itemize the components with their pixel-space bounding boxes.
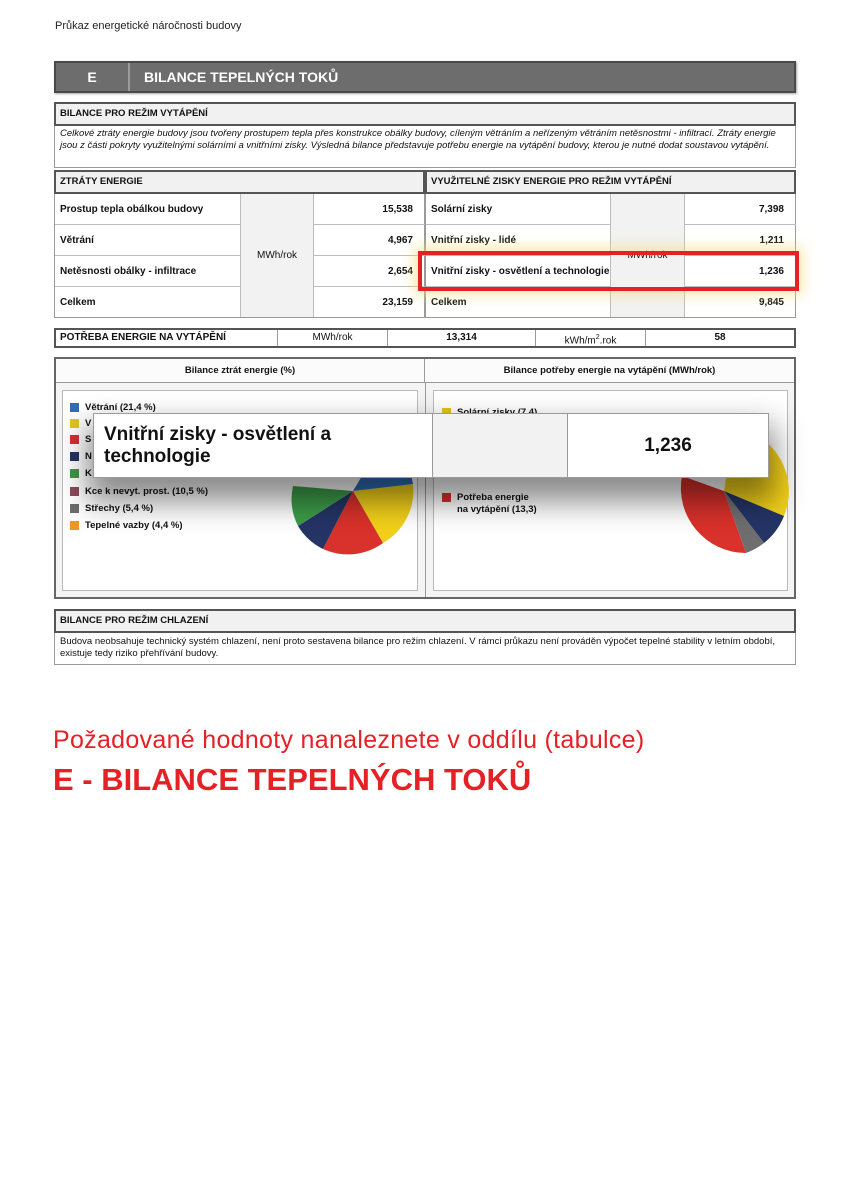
gain-value-people: 1,211 (685, 225, 796, 256)
left-chart-title: Bilance ztrát energie (%) (56, 359, 425, 383)
losses-table (54, 194, 425, 318)
losses-header: ZTRÁTY ENERGIE (54, 170, 425, 194)
legend-swatch (70, 487, 79, 496)
loss-label-ventilation: Větrání (55, 225, 241, 256)
cooling-text: Budova neobsahuje technický systém chlazení, není proto sestavena bilance pro režim chlazení. V rámci průkazu není prováděn výpočet tepelné stability v letním období, existuje tedy riziko přehřívání budovy. (54, 633, 796, 665)
legend-item-6: Střechy (5,4 %) (70, 503, 153, 514)
zoom-value: 1,236 (644, 434, 692, 456)
gains-header: VYUŽITELNÉ ZISKY ENERGIE PRO REŽIM VYTÁPĚNÍ (425, 170, 796, 194)
gain-value-total: 9,845 (758, 296, 784, 308)
gain-value-solar: 7,398 (685, 194, 796, 225)
demand-unit-kwh: kWh/$m^2.rok$ (536, 330, 646, 346)
losses-unit: MWh/rok (241, 194, 314, 317)
section-letter: E (56, 63, 130, 91)
gain-label-total: Celkem (426, 287, 611, 317)
legend-item-5: Kce k nevyt. prost. (10,5 %) (70, 486, 208, 497)
loss-value-infiltration: 2,654 (314, 256, 425, 287)
heating-description: Celkové ztráty energie budovy jsou tvořeny prostupem tepla přes konstrukce obálky budovy, cíleným větráním a neřízeným větráním netěsnostmi - infiltrací. Ztráty energie jsou z části pokryty využitelnými solárními a vnitřními zisky. Výsledná bilance představuje potřebu energie na vytápění budovy, kterou je nutné dodat soustavou vytápění. (54, 126, 796, 168)
legend-swatch (70, 469, 79, 478)
loss-value-transmission: 15,538 (314, 194, 425, 225)
heating-header: BILANCE PRO REŽIM VYTÁPĚNÍ (54, 102, 796, 126)
highlight-frame (418, 251, 799, 291)
loss-value-ventilation: 4,967 (314, 225, 425, 256)
loss-label-transmission: Prostup tepla obálkou budovy (55, 194, 241, 225)
charts-panel (54, 357, 796, 599)
legend-swatch (70, 435, 79, 444)
zoom-label: Vnitřní zisky - osvětlení a technologie (94, 414, 433, 477)
legend-swatch (70, 403, 79, 412)
legend-item-0: Větrání (21,4 %) (70, 402, 156, 413)
legend-item-2: S (70, 434, 91, 445)
legend-swatch (70, 452, 79, 461)
legend-swatch (70, 419, 79, 428)
right-legend-item-1: Potřeba energie na vytápění (13,3) (442, 492, 537, 516)
legend-swatch (70, 521, 79, 530)
section-header (54, 61, 796, 93)
gain-label-solar: Solární zisky (426, 194, 611, 225)
demand-value-kwh: 58 (714, 332, 726, 343)
gain-label-people: Vnitřní zisky - lidé (426, 225, 611, 256)
gain-label-lighting: Vnitřní zisky - osvětlení a technologie (426, 256, 611, 287)
section-title: BILANCE TEPELNÝCH TOKŮ (144, 69, 339, 85)
legend-item-1: V (70, 418, 91, 429)
demand-row (54, 328, 796, 348)
demand-unit-mwh: MWh/rok (278, 330, 388, 346)
legend-swatch (70, 504, 79, 513)
loss-label-infiltration: Netěsnosti obálky - infiltrace (55, 256, 241, 287)
gains-unit: MWh/rok (611, 194, 685, 317)
zoom-callout (93, 413, 769, 478)
loss-label-total: Celkem (55, 287, 241, 317)
document-title: Průkaz energetické náročnosti budovy (55, 20, 242, 32)
instruction-section: E - BILANCE TEPELNÝCH TOKŮ (53, 762, 532, 797)
instruction-text: Požadované hodnoty nanaleznete v oddílu (tabulce) (53, 726, 645, 754)
legend-swatch (442, 493, 451, 502)
cooling-header: BILANCE PRO REŽIM CHLAZENÍ (54, 609, 796, 633)
right-chart-title: Bilance potřeby energie na vytápění (MWh/rok) (425, 359, 794, 383)
legend-item-3: N (70, 451, 92, 462)
demand-value-mwh: 13,314 (388, 330, 536, 346)
gain-value-lighting: 1,236 (685, 256, 796, 287)
demand-label: POTŘEBA ENERGIE NA VYTÁPĚNÍ (56, 330, 278, 346)
legend-item-4: K (70, 468, 92, 479)
loss-value-total: 23,159 (382, 296, 413, 308)
zoom-unit-cell (433, 414, 568, 477)
legend-item-7: Tepelné vazby (4,4 %) (70, 520, 183, 531)
